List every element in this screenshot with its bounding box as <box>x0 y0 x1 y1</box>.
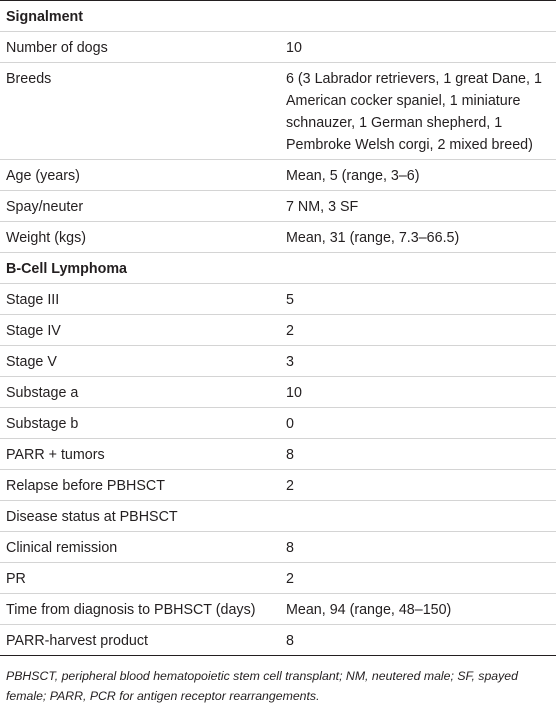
row-label: Clinical remission <box>0 532 276 563</box>
table-row <box>0 470 556 501</box>
table-row <box>0 284 556 315</box>
row-label: Spay/neuter <box>0 191 276 222</box>
table-row <box>0 160 556 191</box>
table-row <box>0 439 556 470</box>
row-value: Mean, 94 (range, 48–150) <box>276 594 556 625</box>
row-value: 2 <box>276 315 556 346</box>
row-label: Stage IV <box>0 315 276 346</box>
row-value: 8 <box>276 439 556 470</box>
row-value: 5 <box>276 284 556 315</box>
section-title: B-Cell Lymphoma <box>0 253 276 284</box>
row-label: PR <box>0 563 276 594</box>
table-row <box>0 222 556 253</box>
row-value: 6 (3 Labrador retrievers, 1 great Dane, 1 American cocker spaniel, 1 miniature schnauzer, 1 German shepherd, 1 Pembroke Welsh corgi, 2 mixed breed) <box>276 63 556 160</box>
table-row <box>0 563 556 594</box>
table-body <box>0 1 556 656</box>
row-label: PARR-harvest product <box>0 625 276 656</box>
table-row <box>0 32 556 63</box>
row-value: 0 <box>276 408 556 439</box>
table-row <box>0 408 556 439</box>
row-label: Breeds <box>0 63 276 160</box>
table-row <box>0 191 556 222</box>
row-label: Weight (kgs) <box>0 222 276 253</box>
row-label: Stage V <box>0 346 276 377</box>
table-row <box>0 63 556 160</box>
row-value: Mean, 31 (range, 7.3–66.5) <box>276 222 556 253</box>
table-row <box>0 501 556 532</box>
table-row <box>0 346 556 377</box>
section-header-row <box>0 253 556 284</box>
row-label: Stage III <box>0 284 276 315</box>
row-value <box>276 253 556 284</box>
row-label: Substage b <box>0 408 276 439</box>
table-row <box>0 532 556 563</box>
row-value: 10 <box>276 32 556 63</box>
row-label: Number of dogs <box>0 32 276 63</box>
row-value: 2 <box>276 470 556 501</box>
table-row <box>0 315 556 346</box>
row-value <box>276 1 556 32</box>
table-row <box>0 377 556 408</box>
row-value: 8 <box>276 625 556 656</box>
table-footnote: PBHSCT, peripheral blood hematopoietic stem cell transplant; NM, neutered male; SF, spayed female; PARR, PCR for antigen receptor rearrangements. <box>6 669 518 703</box>
row-label: Substage a <box>0 377 276 408</box>
row-value: 3 <box>276 346 556 377</box>
row-value: 2 <box>276 563 556 594</box>
table-row <box>0 625 556 656</box>
row-value: Mean, 5 (range, 3–6) <box>276 160 556 191</box>
row-label: PARR + tumors <box>0 439 276 470</box>
table-row <box>0 594 556 625</box>
section-title: Signalment <box>0 1 276 32</box>
row-label: Age (years) <box>0 160 276 191</box>
row-value: 8 <box>276 532 556 563</box>
section-header-row <box>0 1 556 32</box>
row-label: Disease status at PBHSCT <box>0 501 276 532</box>
row-label: Relapse before PBHSCT <box>0 470 276 501</box>
row-value <box>276 501 556 532</box>
row-value: 7 NM, 3 SF <box>276 191 556 222</box>
row-label: Time from diagnosis to PBHSCT (days) <box>0 594 276 625</box>
row-value: 10 <box>276 377 556 408</box>
